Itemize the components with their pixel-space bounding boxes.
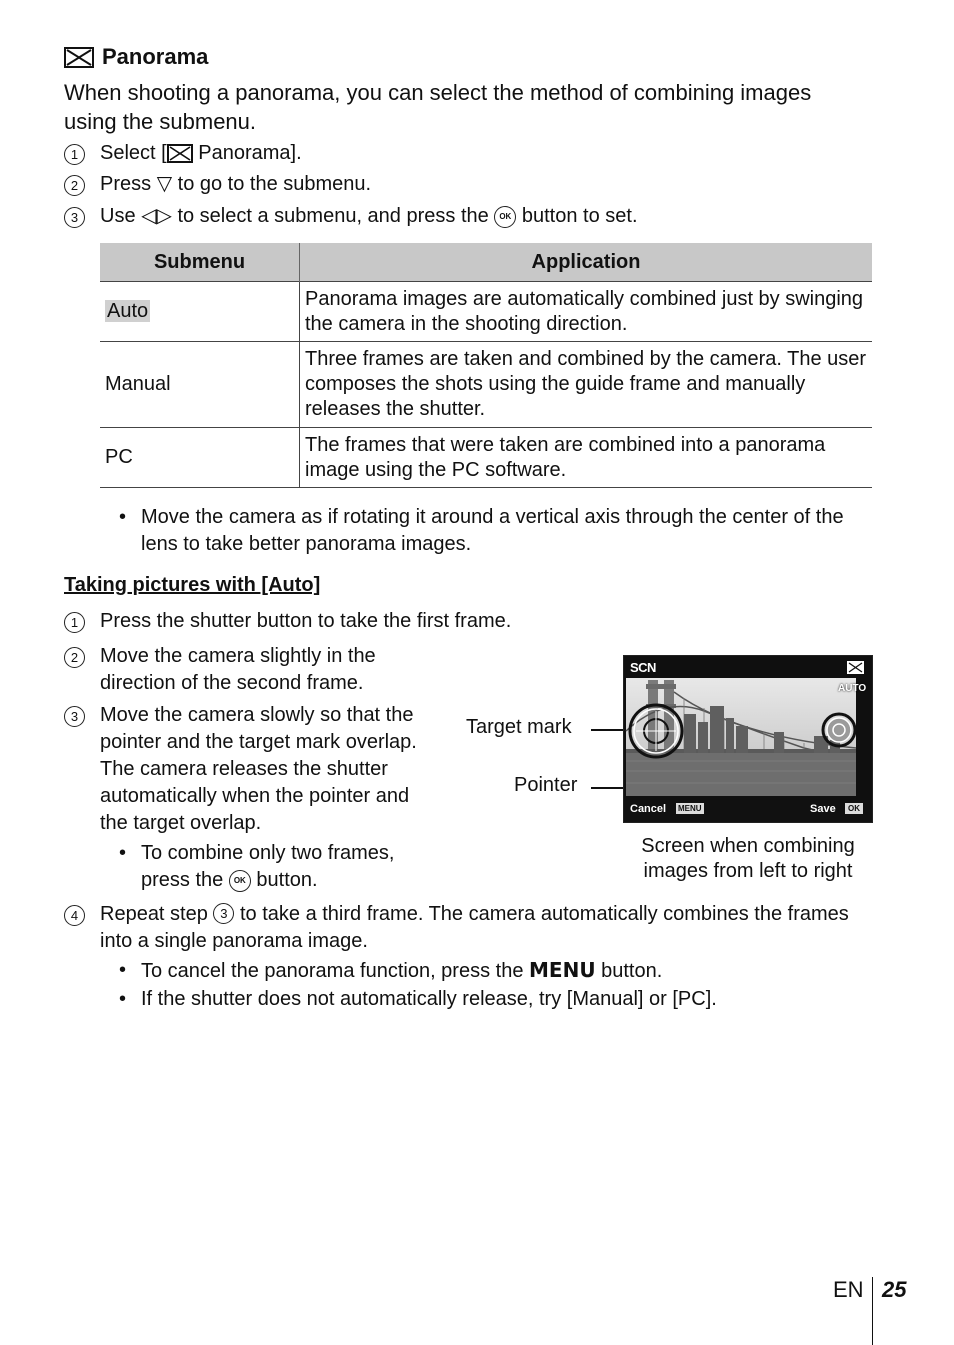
scn-mode-indicator: SCN xyxy=(630,660,656,675)
intro-text: When shooting a panorama, you can select the method of combining images using the submenu. xyxy=(64,80,812,134)
submenu-auto: Auto xyxy=(107,300,149,322)
step-number: 3 xyxy=(64,706,85,727)
table-header-application: Application xyxy=(300,243,873,282)
auto-section-heading: Taking pictures with [Auto] xyxy=(64,574,321,596)
section-title xyxy=(64,44,208,70)
table-row xyxy=(100,342,872,428)
pointer-leader xyxy=(591,787,627,789)
two-frames-bullet: • To combine only two frames, press the OK button. xyxy=(119,842,395,891)
application-cell: The frames that were taken are combined into a panorama image using the PC software. xyxy=(300,428,873,488)
menu-key-icon: MENU xyxy=(678,804,702,813)
figure-caption: Screen when combining images from left to right xyxy=(641,835,855,882)
step-ref-3: 3 xyxy=(213,903,234,924)
pointer-label: Pointer xyxy=(514,774,578,796)
application-cell: Three frames are taken and combined by the camera. The user composes the shots using the guide frame and manually releases the shutter. xyxy=(300,342,873,428)
save-label: Save xyxy=(810,803,836,815)
submenu-pc: PC xyxy=(100,428,300,488)
panorama-icon xyxy=(167,144,193,163)
step-number: 2 xyxy=(64,647,85,668)
step-number: 3 xyxy=(64,207,85,228)
ok-button-icon: OK xyxy=(494,206,516,228)
table-row xyxy=(100,282,872,342)
ok-key-icon: OK xyxy=(845,803,863,814)
down-arrow-icon: ▽ xyxy=(156,173,173,195)
auto-indicator: AUTO xyxy=(838,683,867,694)
camera-screen xyxy=(623,655,873,823)
submenu-manual: Manual xyxy=(100,342,300,428)
application-cell: Panorama images are automatically combined just by swinging the camera in the shooting direction. xyxy=(300,282,873,342)
menu-button-label: MENU xyxy=(529,958,596,982)
step-number: 1 xyxy=(64,612,85,633)
page-number: 25 xyxy=(882,1277,907,1302)
submenu-table xyxy=(100,243,872,488)
footer-divider xyxy=(872,1277,873,1345)
cancel-bullet: • To cancel the panorama function, press the MENU button. xyxy=(119,958,663,982)
table-header-submenu: Submenu xyxy=(100,243,300,282)
step-number: 2 xyxy=(64,175,85,196)
panorama-icon xyxy=(64,47,94,68)
step-number: 4 xyxy=(64,905,85,926)
note-bullet: • Move the camera as if rotating it around a vertical axis through the center of the lens to take better panorama images. xyxy=(119,506,844,555)
table-row xyxy=(100,428,872,488)
left-right-arrow-icon: ◁▷ xyxy=(141,205,172,227)
bridge-photo xyxy=(624,656,872,822)
cancel-label: Cancel xyxy=(630,803,667,815)
ok-button-icon: OK xyxy=(229,870,251,892)
step-number: 1 xyxy=(64,144,85,165)
target-mark-label: Target mark xyxy=(466,716,572,738)
manual-pc-bullet: • If the shutter does not automatically release, try [Manual] or [PC]. xyxy=(119,988,717,1010)
section-title-text: Panorama xyxy=(102,44,209,69)
footer-language: EN xyxy=(833,1277,864,1302)
